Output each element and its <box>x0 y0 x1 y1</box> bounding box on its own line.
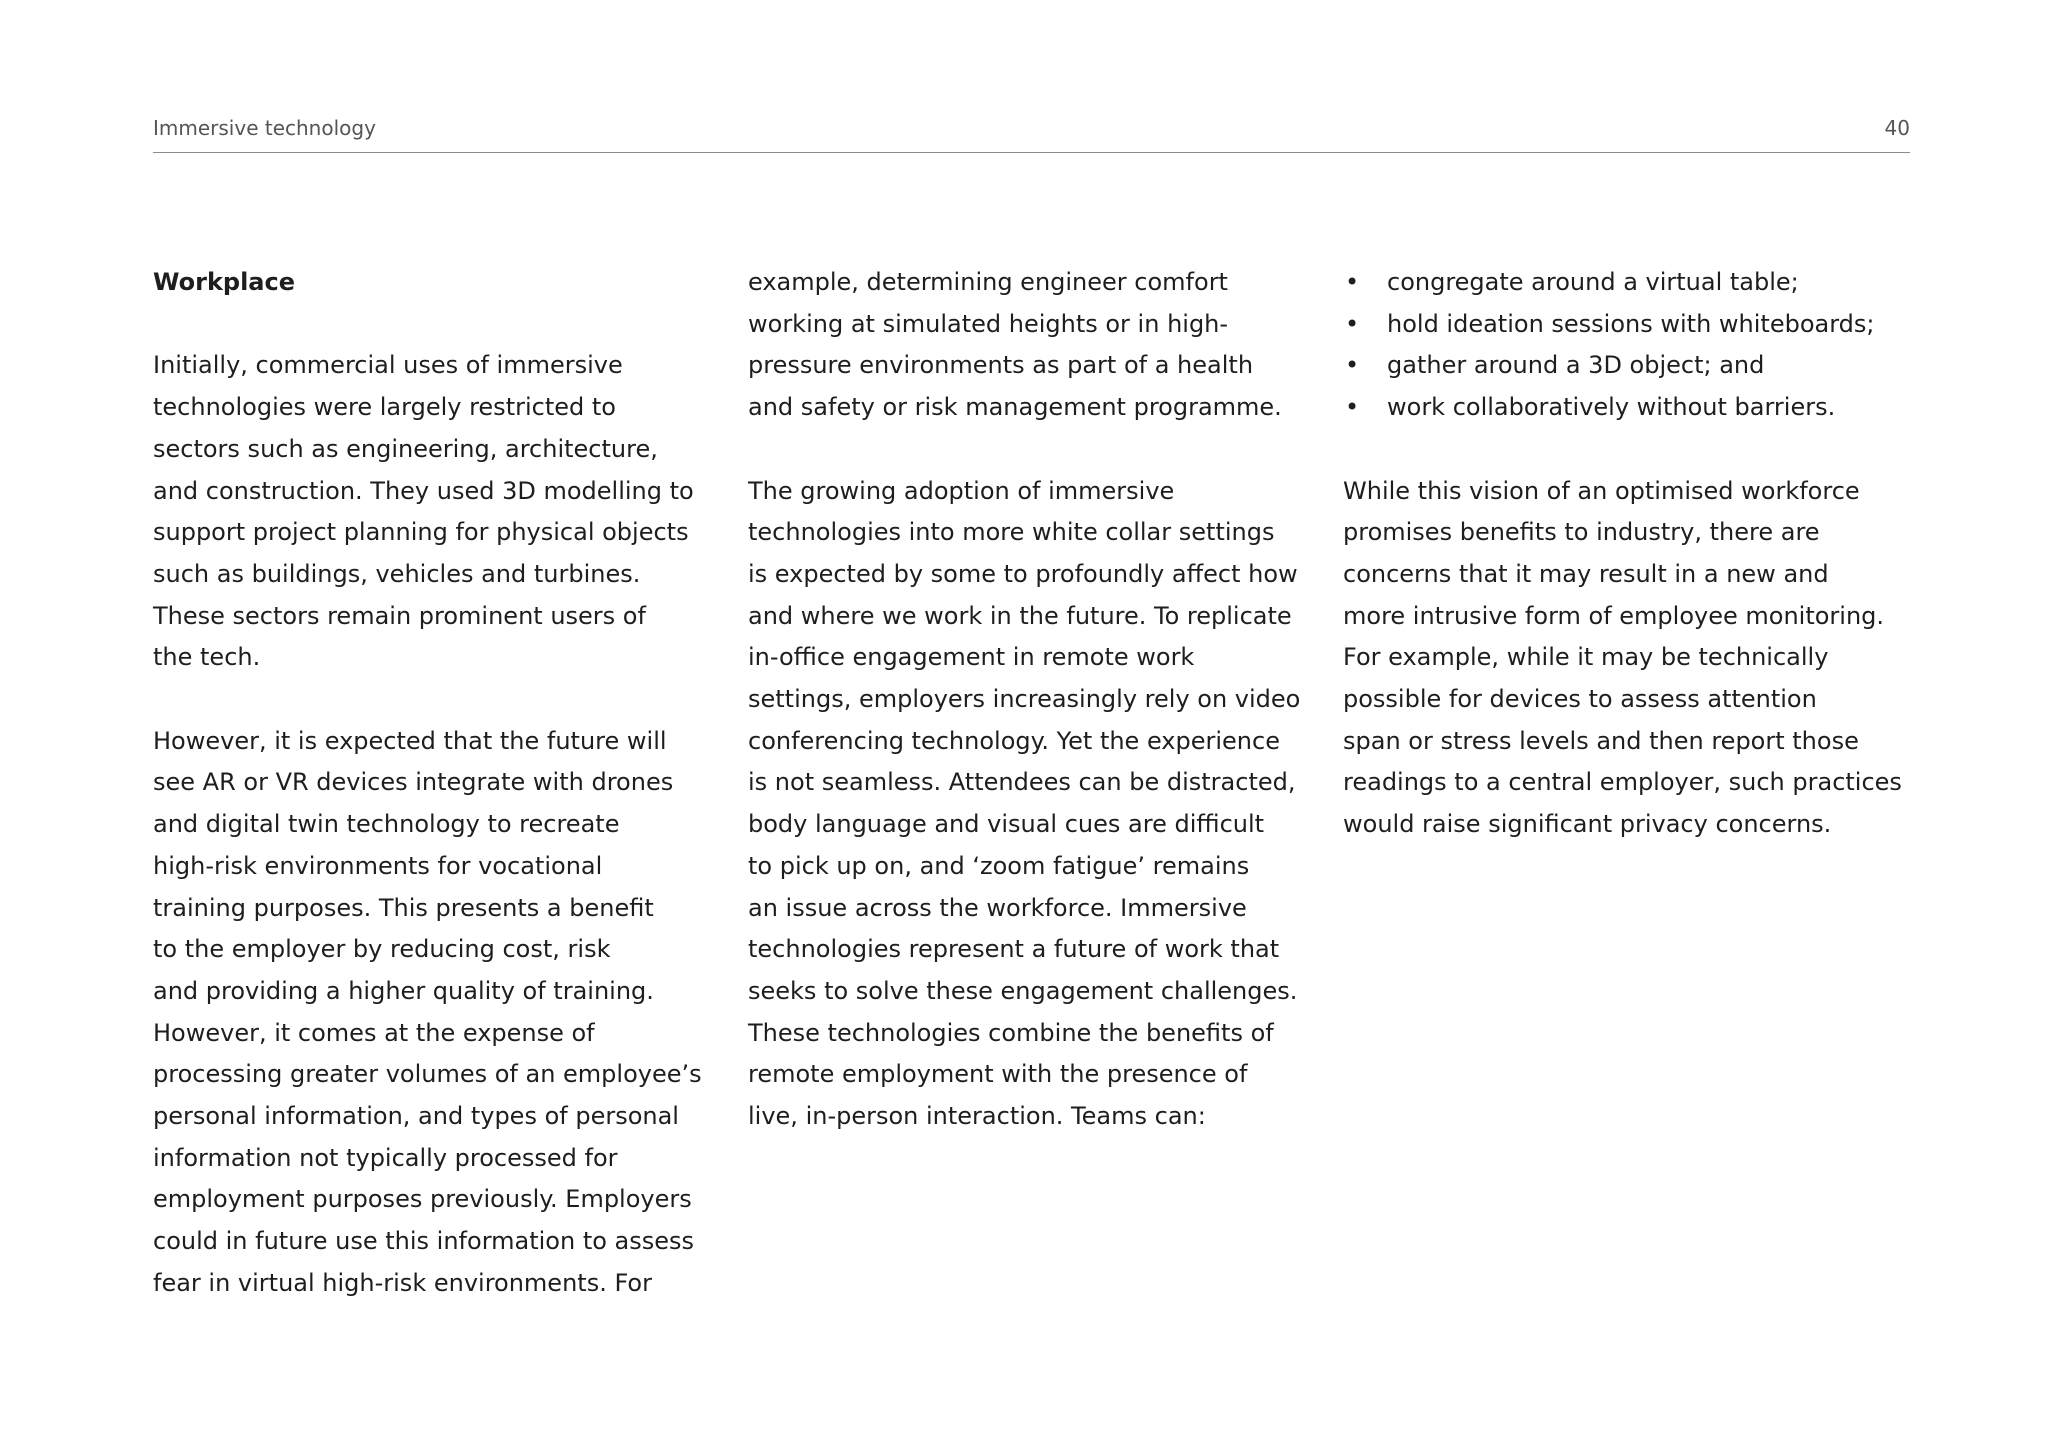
paragraph <box>153 721 728 1305</box>
paragraph <box>153 345 728 679</box>
text-line: working at simulated heights or in high- <box>748 309 1229 338</box>
text-line: personal information, and types of personal <box>153 1102 679 1131</box>
bullet-icon: • <box>1345 351 1360 380</box>
text-line: For example, while it may be technically <box>1343 643 1829 672</box>
text-line: settings, employers increasingly rely on video <box>748 685 1301 714</box>
text-line: and construction. They used 3D modelling to <box>153 476 694 505</box>
text-line: to pick up on, and ‘zoom fatigue’ remains <box>748 851 1250 880</box>
text-line: employment purposes previously. Employers <box>153 1185 692 1214</box>
list-item-text: congregate around a virtual table; <box>1387 268 1799 296</box>
text-line: and where we work in the future. To replicate <box>748 601 1292 630</box>
text-line: conferencing technology. Yet the experience <box>748 726 1280 755</box>
text-line: technologies represent a future of work that <box>748 935 1280 964</box>
page-number: 40 <box>1884 116 1910 140</box>
text-line: high-risk environments for vocational <box>153 851 603 880</box>
list-item-text: work collaboratively without barriers. <box>1387 393 1836 422</box>
paragraph <box>1343 471 1923 846</box>
text-line: information not typically processed for <box>153 1143 618 1172</box>
text-line: the tech. <box>153 643 261 672</box>
text-line: pressure environments as part of a health <box>748 351 1254 380</box>
text-line: in-office engagement in remote work <box>748 643 1195 672</box>
list-item <box>1343 345 1923 387</box>
text-line: However, it is expected that the future will <box>153 726 667 755</box>
header-title: Immersive technology <box>153 116 376 140</box>
text-line: training purposes. This presents a benefit <box>153 893 654 922</box>
text-line: such as buildings, vehicles and turbines. <box>153 559 641 588</box>
text-line: processing greater volumes of an employee’s <box>153 1060 702 1089</box>
text-line: an issue across the workforce. Immersive <box>748 893 1247 922</box>
text-line: is not seamless. Attendees can be distracted, <box>748 768 1296 797</box>
list-item <box>1343 304 1923 346</box>
text-line: live, in-person interaction. Teams can: <box>748 1102 1206 1131</box>
text-line: is expected by some to profoundly affect how <box>748 559 1298 588</box>
section-heading: Workplace <box>153 268 296 296</box>
text-line: These sectors remain prominent users of <box>153 601 646 630</box>
text-line: example, determining engineer comfort <box>748 268 1228 296</box>
bullet-icon: • <box>1345 393 1360 422</box>
text-line: technologies into more white collar settings <box>748 518 1275 547</box>
text-line: and digital twin technology to recreate <box>153 810 620 839</box>
paragraph <box>748 471 1323 1138</box>
text-line: to the employer by reducing cost, risk <box>153 935 611 964</box>
text-column-3 <box>1343 262 1923 846</box>
list-item <box>1343 387 1923 429</box>
paragraph <box>748 262 1323 429</box>
text-line: possible for devices to assess attention <box>1343 685 1817 714</box>
text-line: promises benefits to industry, there are <box>1343 518 1820 547</box>
text-column-1 <box>153 262 728 1305</box>
text-line: more intrusive form of employee monitoring. <box>1343 601 1885 630</box>
text-line: seeks to solve these engagement challenges. <box>748 976 1298 1005</box>
list-item-text: gather around a 3D object; and <box>1387 351 1765 380</box>
text-line: span or stress levels and then report those <box>1343 726 1859 755</box>
text-line: and providing a higher quality of training. <box>153 976 654 1005</box>
text-line: and safety or risk management programme. <box>748 393 1282 422</box>
text-line: support project planning for physical objects <box>153 518 689 547</box>
text-line: sectors such as engineering, architecture, <box>153 434 658 463</box>
text-line: concerns that it may result in a new and <box>1343 559 1829 588</box>
text-line: While this vision of an optimised workforce <box>1343 476 1860 505</box>
text-line: Initially, commercial uses of immersive <box>153 351 623 380</box>
list-item <box>1343 262 1923 304</box>
text-line: These technologies combine the benefits of <box>748 1018 1274 1047</box>
text-line: see AR or VR devices integrate with drones <box>153 768 674 797</box>
text-line: could in future use this information to assess <box>153 1227 695 1256</box>
text-line: fear in virtual high-risk environments. For <box>153 1268 652 1297</box>
bullet-icon: • <box>1345 309 1360 338</box>
text-line: However, it comes at the expense of <box>153 1018 595 1047</box>
running-header <box>153 112 1910 153</box>
list-item-text: hold ideation sessions with whiteboards; <box>1387 309 1875 338</box>
text-line: body language and visual cues are difficult <box>748 810 1265 839</box>
text-line: The growing adoption of immersive <box>748 476 1175 505</box>
text-line: readings to a central employer, such practices <box>1343 768 1902 797</box>
bullet-list <box>1343 262 1923 429</box>
text-line: technologies were largely restricted to <box>153 393 616 422</box>
text-line: remote employment with the presence of <box>748 1060 1248 1089</box>
text-column-2 <box>748 262 1323 1138</box>
text-line: would raise significant privacy concerns. <box>1343 810 1832 839</box>
bullet-icon: • <box>1345 268 1360 296</box>
